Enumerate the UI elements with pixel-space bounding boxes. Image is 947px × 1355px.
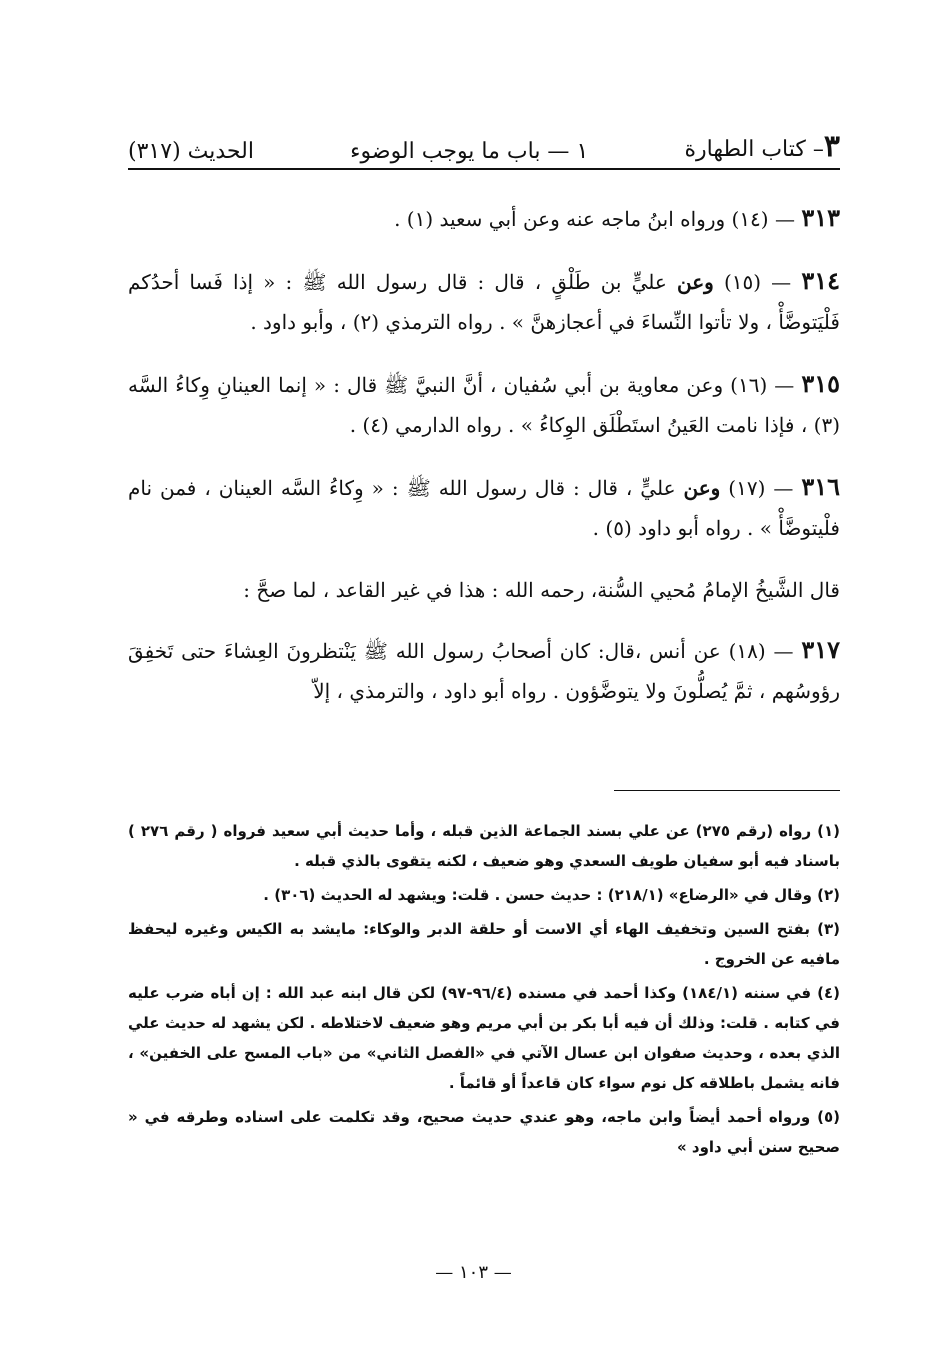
hadith-entry	[128, 630, 840, 711]
footnotes	[128, 816, 840, 1166]
page-number: — ١٠٣ —	[435, 1262, 512, 1283]
hadith-number: ٣١٥	[801, 369, 841, 398]
footnote: (٢) وقال في «الرضاع» (٢١٨/١) : حديث حسن . قلت: ويشهد له الحديث (٣٠٦) .	[263, 886, 840, 904]
hadith-number: ٣١٦	[801, 472, 840, 501]
author-remark: قال الشَّيخُ الإمامُ مُحيي السُّنة، رحمه الله : هذا في غير القاعد ، لما صحَّ :	[243, 578, 840, 602]
hadith-entry	[128, 261, 840, 342]
footnote: (٣) بفتح السين وتخفيف الهاء أي الاست أو حلقة الدبر والوكاء: مايشد به الكيس وغيره ليحفظ مافيه عن الخروج .	[128, 920, 840, 968]
hadith-entry	[128, 364, 840, 445]
hadith-range: الحديث (٣١٧)	[128, 139, 254, 164]
hadith-text: — (١٤) ورواه ابنُ ماجه عنه وعن أبي سعيد (١) .	[394, 207, 795, 231]
footnote: (١) رواه (رقم ٢٧٥) عن علي بسند الجماعة الذين قبله ، وأما حديث أبي سعيد فرواه ( رقم ٢٧٦ ) باسناد فيه أبو سفيان طويف السعدي وهو ضعيف ، لكنه يتقوى بالذي قبله .	[128, 822, 841, 870]
hadith-text: — (١٦) وعن معاوية بن أبي سُفيان ، أنَّ النبيَّ ﷺ قال : « إنما العينانِ وِكاءُ السَّه (٣) ، فإذا نامت العَينُ استَطْلَق الوِكاءُ » . رواه الدارمي (٤) .	[128, 373, 840, 437]
running-header	[128, 120, 840, 164]
hadith-text: عليٍّ بن طَلْقٍ ، قال : قال رسول الله ﷺ : « إذا فَسا أحدُكم فَلْيَتوضَّأْ ، ولا تأتوا النِّساءَ في أعجازهنَّ » . رواه الترمذي (٢) ، وأبو داود .	[128, 270, 840, 334]
hadith-lead: — (١٥)	[723, 270, 792, 294]
hadith-text: — (١٨) عن أنس ،قال: كان أصحابُ رسول الله ﷺ يَنْتظرونَ العِشاءَ حتى تَخفِقَ رؤوسُهم ، ثمَّ يُصلُّونَ ولا يتوضَّؤون . رواه أبو داود ، والترمذي ، إلاّ	[128, 639, 840, 703]
hadith-wa: وعن	[676, 270, 714, 294]
book-number: ٣	[823, 129, 840, 164]
hadith-body	[128, 178, 840, 733]
footnote: (٥) ورواه أحمد أيضاً وابن ماجه، وهو عندي حديث صحيح، وقد تكلمت على اسناده وطرقه في « صحيح سنن أبي داود »	[128, 1108, 840, 1156]
hadith-number: ٣١٧	[801, 635, 840, 664]
hadith-entry	[128, 198, 840, 239]
hadith-number: ٣١٣	[801, 203, 840, 232]
hadith-number: ٣١٤	[801, 266, 840, 295]
book-title	[685, 129, 841, 164]
hadith-entry	[128, 467, 840, 548]
hadith-text: عليٍّ ، قال : قال رسول الله ﷺ : « وِكاءُ السَّه العينان ، فمن نام فلْيتوضَّأْ » . رواه أبو داود (٥) .	[128, 476, 840, 540]
footnote: (٤) في سننه (١٨٤/١) وكذا أحمد في مسنده (٩٦/٤-٩٧) لكن قال ابنه عبد الله : إن أباه ضرب عليه في كتابه . قلت: وذلك أن فيه أبا بكر بن أبي مريم وهو ضعيف لاختلاطه . لكن يشهد له حديث علي الذي بعده ، وحديث صفوان ابن عسال الآتي في «الفصل الثاني» من «باب المسح على الخفين» ، فانه يشمل باطلاقه كل نوم سواء كان قاعداً أو قائماً .	[128, 984, 840, 1092]
chapter-title: ١ — باب ما يوجب الوضوء	[350, 139, 589, 164]
hadith-wa: وعن	[683, 476, 721, 500]
footnote-rule	[614, 790, 840, 791]
book-title-text: – كتاب الطهارة	[684, 137, 824, 162]
hadith-lead: — (١٧)	[728, 476, 794, 500]
header-rule	[128, 168, 840, 170]
